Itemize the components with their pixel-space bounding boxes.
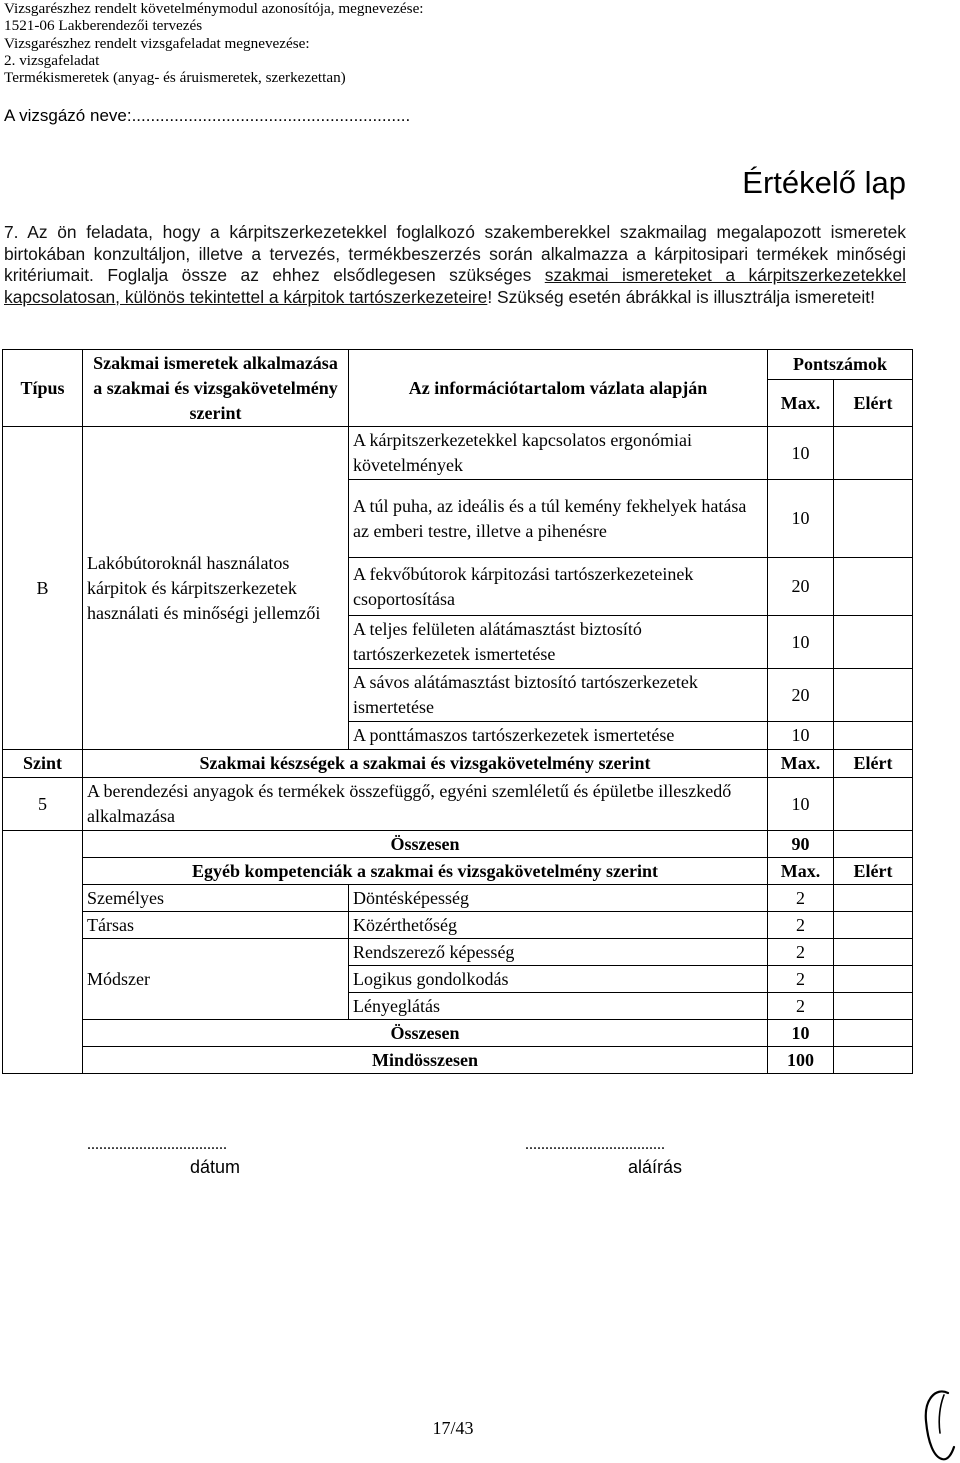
skills-points: 10 <box>768 778 834 831</box>
competence-earned-cell[interactable] <box>834 966 913 993</box>
date-line: ................................... <box>87 1136 227 1153</box>
item-max: 20 <box>768 669 834 722</box>
header-line: 1521-06 Lakberendezői tervezés <box>4 17 203 35</box>
task-text-part2: ! Szükség esetén ábrákkal is illusztrálja ismereteit! <box>487 286 875 307</box>
grand-total-value: 100 <box>768 1047 834 1074</box>
skills-level-header: Szint <box>3 750 83 778</box>
subtotal-earned-cell[interactable] <box>834 1020 913 1047</box>
item-text: A túl puha, az ideális és a túl kemény fekhelyek hatása az emberi testre, illetve a pihenésre <box>349 480 768 558</box>
item-max: 20 <box>768 558 834 616</box>
competence-points: 2 <box>768 993 834 1020</box>
item-earned-cell[interactable] <box>834 558 913 616</box>
header-line: Vizsgarészhez rendelt követelménymodul azonosítója, megnevezése: <box>4 0 424 17</box>
header-max: Max. <box>768 380 834 427</box>
blank-cell <box>3 885 83 912</box>
item-earned-cell[interactable] <box>834 616 913 669</box>
knowledge-value: Lakóbútoroknál használatos kárpitok és kárpitszerkezetek használati és minőségi jellemzői <box>83 427 349 750</box>
competence-item: Rendszerező képesség <box>349 939 768 966</box>
page-title: Értékelő lap <box>742 165 906 200</box>
subtotal-label: Összesen <box>83 1020 768 1047</box>
header-line: Termékismeretek (anyag- és áruismeretek, szerkezettan) <box>4 69 346 87</box>
competence-earned-cell[interactable] <box>834 912 913 939</box>
handwritten-signature-mark <box>918 1385 960 1463</box>
skills-level-value: 5 <box>3 778 83 831</box>
blank-cell <box>3 993 83 1020</box>
competence-points: 2 <box>768 939 834 966</box>
other-competences-header: Egyéb kompetenciák a szakmai és vizsgakövetelmény szerint <box>83 858 768 885</box>
header-line: 2. vizsgafeladat <box>4 51 100 69</box>
blank-cell <box>3 858 83 885</box>
header-earned: Elért <box>834 380 913 427</box>
signature-line: ................................... <box>525 1136 665 1153</box>
item-max: 10 <box>768 480 834 558</box>
item-earned-cell[interactable] <box>834 722 913 750</box>
competence-earned-cell[interactable] <box>834 993 913 1020</box>
item-max: 10 <box>768 616 834 669</box>
blank-cell <box>3 939 83 966</box>
competence-item: Döntésképesség <box>349 885 768 912</box>
subtotal-value: 90 <box>768 831 834 858</box>
skills-text: A berendezési anyagok és termékek összefüggő, egyéni szemléletű és épületbe illeszkedő alkalmazása <box>83 778 768 831</box>
competence-category: Társas <box>83 912 349 939</box>
competence-earned-cell[interactable] <box>834 939 913 966</box>
skills-header: Szakmai készségek a szakmai és vizsgakövetelmény szerint <box>83 750 768 778</box>
blank-cell <box>3 1047 83 1074</box>
subtotal-earned-cell[interactable] <box>834 831 913 858</box>
item-text: A ponttámaszos tartószerkezetek ismertetése <box>349 722 768 750</box>
type-value: B <box>3 427 83 750</box>
competence-item: Logikus gondolkodás <box>349 966 768 993</box>
task-description <box>4 222 906 308</box>
evaluation-table <box>2 349 913 1074</box>
header-type: Típus <box>3 350 83 427</box>
grand-total-label: Mindösszesen <box>83 1047 768 1074</box>
date-label: dátum <box>189 1157 241 1177</box>
skills-earned-header: Elért <box>834 750 913 778</box>
task-text-underlined: szakmai ismereteket a kárpitszerkezetekkel kapcsolatosan, különös tekintettel a kárpitok tartószerkezeteire <box>4 265 906 307</box>
task-text-part1: 7. Az ön feladata, hogy a kárpitszerkezetekkel foglalkozó szakemberekkel szakmailag megalapozott ismeretek birtokában konzultáljon, illetve a tervezés, termékbeszerzés során alkalmazza a kárpitosipari termékek minőségi kritériumait. Foglalja össze az ehhez elsődlegesen szükséges <box>4 222 906 285</box>
competence-category: Személyes <box>83 885 349 912</box>
skills-earned-cell[interactable] <box>834 778 913 831</box>
subtotal-label: Összesen <box>83 831 768 858</box>
competence-points: 2 <box>768 912 834 939</box>
item-earned-cell[interactable] <box>834 480 913 558</box>
header-line: Vizsgarészhez rendelt vizsgafeladat megnevezése: <box>4 34 310 52</box>
document-header <box>4 0 924 86</box>
signature-label: aláírás <box>627 1157 683 1177</box>
competence-item: Közérthetőség <box>349 912 768 939</box>
blank-cell <box>3 1020 83 1047</box>
blank-cell <box>3 831 83 858</box>
header-outline: Az információtartalom vázlata alapján <box>349 350 768 427</box>
competence-item: Lényeglátás <box>349 993 768 1020</box>
skills-max-header: Max. <box>768 750 834 778</box>
item-earned-cell[interactable] <box>834 669 913 722</box>
blank-cell <box>3 912 83 939</box>
competence-category: Módszer <box>83 939 349 1020</box>
competence-points: 2 <box>768 966 834 993</box>
item-earned-cell[interactable] <box>834 427 913 480</box>
item-text: A sávos alátámasztást biztosító tartószerkezetek ismertetése <box>349 669 768 722</box>
header-knowledge: Szakmai ismeretek alkalmazása a szakmai és vizsgakövetelmény szerint <box>83 350 349 427</box>
item-max: 10 <box>768 722 834 750</box>
item-text: A kárpitszerkezetekkel kapcsolatos ergonómiai követelmények <box>349 427 768 480</box>
blank-cell <box>3 966 83 993</box>
header-points: Pontszámok <box>768 350 913 380</box>
grand-total-earned-cell[interactable] <box>834 1047 913 1074</box>
examinee-name-field: A vizsgázó neve:........................................................... <box>4 106 411 125</box>
other-max-header: Max. <box>768 858 834 885</box>
item-text: A fekvőbútorok kárpitozási tartószerkezeteinek csoportosítása <box>349 558 768 616</box>
item-max: 10 <box>768 427 834 480</box>
page-number: 17/43 <box>432 1418 474 1438</box>
competence-points: 2 <box>768 885 834 912</box>
competence-earned-cell[interactable] <box>834 885 913 912</box>
item-text: A teljes felületen alátámasztást biztosító tartószerkezetek ismertetése <box>349 616 768 669</box>
other-earned-header: Elért <box>834 858 913 885</box>
subtotal-value: 10 <box>768 1020 834 1047</box>
